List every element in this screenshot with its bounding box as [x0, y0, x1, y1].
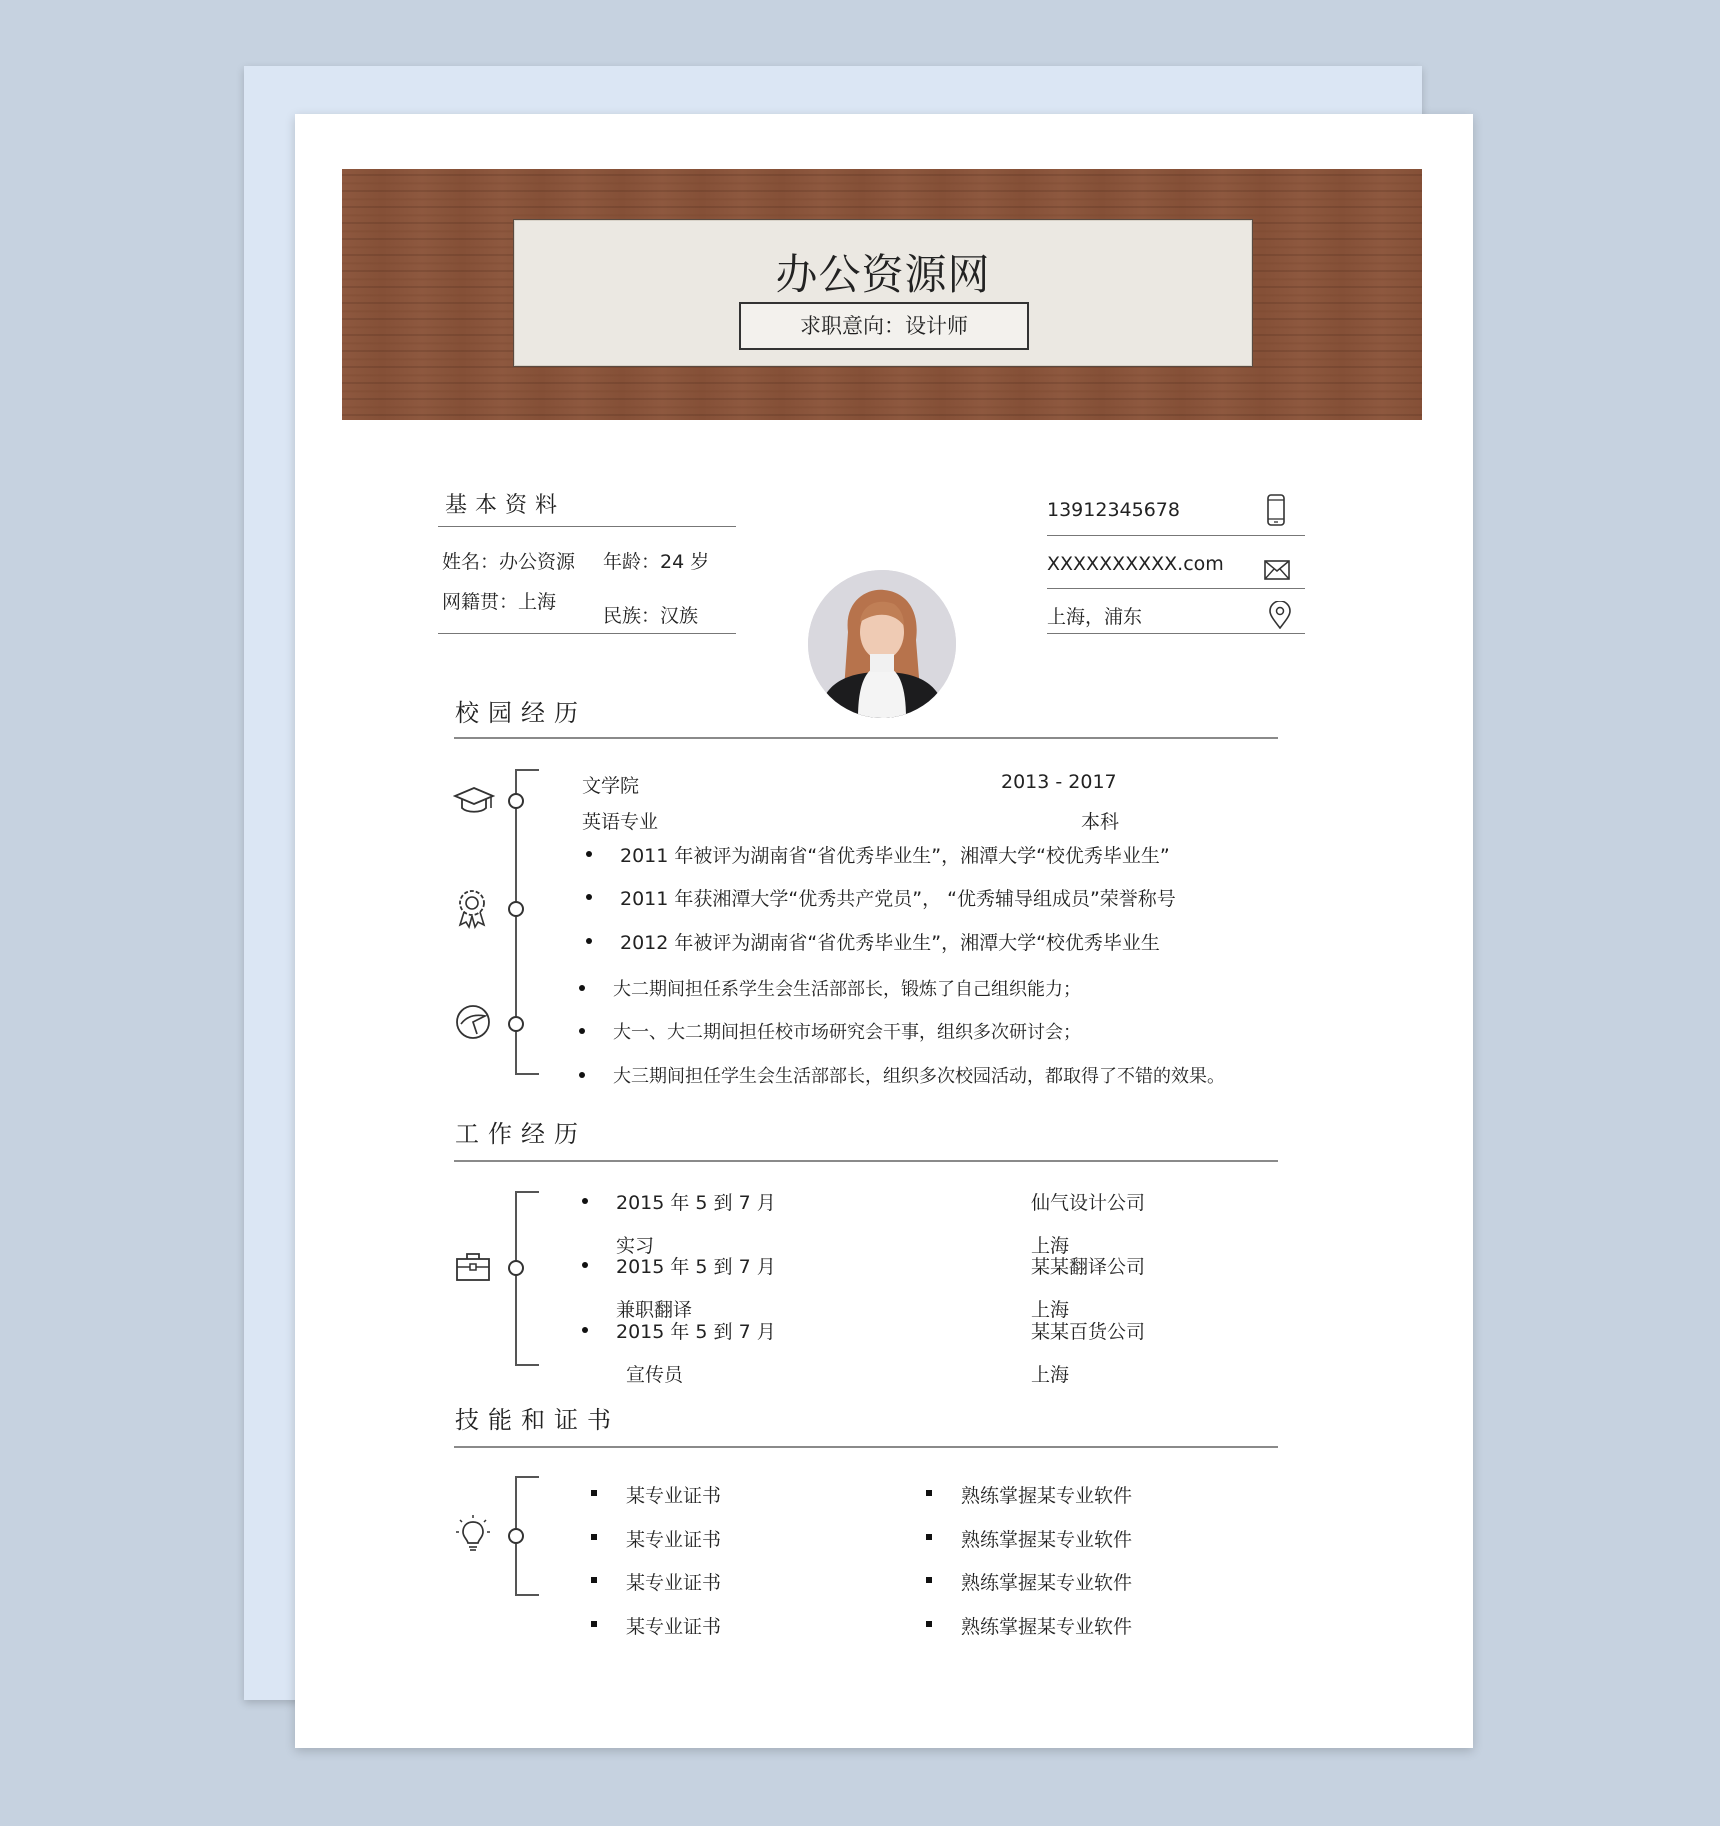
job-city: 上海	[1031, 1299, 1070, 1321]
honor-item: 2011 年获湘潭大学“优秀共产党员”， “优秀辅导组成员”荣誉称号	[620, 884, 1176, 911]
resume-page	[295, 114, 1473, 1748]
compass-icon	[455, 1004, 491, 1040]
address: 上海，浦东	[1047, 606, 1143, 628]
job-role: 宣传员	[626, 1364, 684, 1386]
header-banner	[342, 169, 1422, 420]
certificate-item: 某专业证书	[626, 1525, 721, 1552]
mail-icon	[1264, 560, 1290, 580]
section-divider	[454, 1160, 1278, 1162]
portrait-illustration	[808, 570, 956, 718]
job-date: 2015 年 5 到 7 月	[616, 1252, 776, 1279]
location-icon	[1269, 601, 1291, 629]
origin-field: 网籍贯：上海	[442, 591, 557, 613]
job-city: 上海	[1031, 1364, 1070, 1386]
activity-item: 大一、大二期间担任校市场研究会干事，组织多次研讨会；	[613, 1018, 1081, 1044]
job-intent: 求职意向：设计师	[739, 302, 1029, 350]
certificate-item: 某专业证书	[626, 1568, 721, 1595]
job-role: 实习	[616, 1235, 655, 1257]
briefcase-icon	[455, 1252, 491, 1282]
section-divider	[454, 1446, 1278, 1448]
job-company: 某某百货公司	[1031, 1321, 1146, 1343]
certificate-item: 某专业证书	[626, 1481, 721, 1508]
divider	[1047, 633, 1305, 634]
timeline-bracket	[515, 1594, 539, 1596]
divider	[438, 526, 736, 527]
school-name: 文学院	[582, 775, 640, 797]
title-box	[513, 219, 1253, 367]
award-badge-icon	[455, 889, 489, 929]
profile-photo	[808, 570, 956, 718]
honor-item: 2012 年被评为湖南省“省优秀毕业生”，湘潭大学“校优秀毕业生	[620, 928, 1160, 955]
timeline-bracket	[515, 769, 539, 771]
section-divider	[454, 737, 1278, 739]
major: 英语专业	[582, 811, 659, 833]
honor-item: 2011 年被评为湖南省“省优秀毕业生”，湘潭大学“校优秀毕业生”	[620, 841, 1170, 868]
timeline-node	[508, 901, 524, 917]
activity-item: 大二期间担任系学生会生活部部长，锻炼了自己组织能力；	[613, 975, 1081, 1001]
job-company: 仙气设计公司	[1031, 1192, 1146, 1214]
campus-section-title: 校园经历	[455, 699, 587, 727]
job-role: 兼职翻译	[616, 1299, 693, 1321]
timeline-bracket	[515, 1476, 539, 1478]
lightbulb-icon	[455, 1514, 491, 1554]
job-company: 某某翻译公司	[1031, 1256, 1146, 1278]
timeline-node	[508, 1260, 524, 1276]
age-field: 年龄：24 岁	[603, 551, 710, 573]
timeline-node	[508, 1016, 524, 1032]
skill-item: 熟练掌握某专业软件	[961, 1568, 1132, 1595]
email-address: XXXXXXXXXX.com	[1047, 553, 1224, 575]
certificate-item: 某专业证书	[626, 1612, 721, 1639]
study-years: 2013 - 2017	[1001, 771, 1117, 793]
phone-icon	[1266, 494, 1286, 526]
divider	[1047, 588, 1305, 589]
phone-number: 13912345678	[1047, 499, 1180, 521]
timeline-node	[508, 1528, 524, 1544]
work-section-title: 工作经历	[455, 1120, 587, 1148]
job-date: 2015 年 5 到 7 月	[616, 1188, 776, 1215]
basic-info-title: 基本资料	[445, 493, 566, 518]
divider	[1047, 535, 1305, 536]
timeline-node	[508, 793, 524, 809]
ethnic-field: 民族：汉族	[603, 605, 699, 627]
job-date: 2015 年 5 到 7 月	[616, 1317, 776, 1344]
timeline-bracket	[515, 1073, 539, 1075]
timeline-bracket	[515, 1364, 539, 1366]
divider	[438, 633, 736, 634]
job-city: 上海	[1031, 1235, 1070, 1257]
name-field: 姓名：办公资源	[442, 551, 576, 573]
timeline-bracket	[515, 1191, 539, 1193]
timeline-line	[515, 1191, 517, 1366]
graduation-cap-icon	[453, 786, 495, 816]
activity-item: 大三期间担任学生会生活部部长，组织多次校园活动，都取得了不错的效果。	[613, 1062, 1225, 1088]
skill-item: 熟练掌握某专业软件	[961, 1481, 1132, 1508]
skills-section-title: 技能和证书	[455, 1406, 620, 1434]
resume-name: 办公资源网	[775, 250, 991, 299]
degree: 本科	[1081, 811, 1120, 833]
skill-item: 熟练掌握某专业软件	[961, 1612, 1132, 1639]
skill-item: 熟练掌握某专业软件	[961, 1525, 1132, 1552]
